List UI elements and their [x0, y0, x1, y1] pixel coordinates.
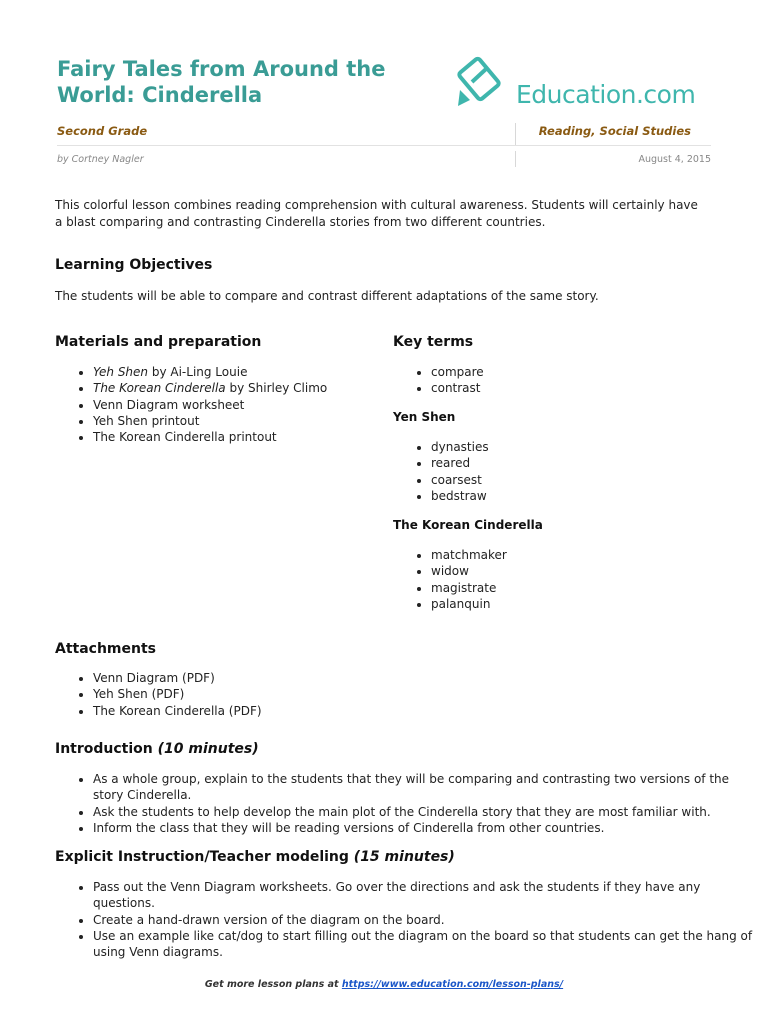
meta-row-grade-subject: [57, 123, 711, 146]
author-label: by Cortney Nagler: [57, 154, 144, 165]
grade-label: Second Grade: [57, 124, 148, 138]
key-terms-list: [393, 364, 731, 397]
page-title: Fairy Tales from Around the World: Cinderella: [57, 57, 386, 107]
objectives-text: The students will be able to compare and contrast different adaptations of the same story.: [55, 289, 599, 303]
introduction-list: [55, 771, 753, 836]
list-item: • dynasties: [431, 439, 731, 455]
objectives-heading: Learning Objectives: [55, 257, 213, 273]
meta-row-author-date: [57, 153, 711, 169]
list-item: • Inform the class that they will be reading versions of Cinderella from other countries.: [93, 820, 753, 836]
list-item: • contrast: [431, 380, 731, 396]
list-item: • Yeh Shen printout: [93, 413, 413, 429]
list-item: • Use an example like cat/dog to start filling out the diagram on the board so that students can get the hang of using Venn diagrams.: [93, 928, 753, 961]
yen-shen-heading: Yen Shen: [393, 410, 456, 424]
intro-paragraph: This colorful lesson combines reading comprehension with cultural awareness. Students will certainly have a blast comparing and contrasting Cinderella stories from two different countries.: [55, 198, 698, 229]
attachments-heading: Attachments: [55, 641, 157, 657]
explicit-instruction-list: [55, 879, 753, 960]
attachment-link[interactable]: • Yeh Shen (PDF): [93, 686, 493, 702]
list-item: • Ask the students to help develop the main plot of the Cinderella story that they are most familiar with.: [93, 804, 753, 820]
pencil-logo-icon: [456, 56, 514, 110]
lesson-plans-link[interactable]: https://www.education.com/lesson-plans/: [341, 979, 564, 990]
meta-divider: [515, 151, 516, 167]
list-item: • Pass out the Venn Diagram worksheets. Go over the directions and ask the students if they have any questions.: [93, 879, 753, 912]
list-item: • Create a hand-drawn version of the diagram on the board.: [93, 912, 753, 928]
list-item: • The Korean Cinderella by Shirley Climo: [93, 380, 413, 396]
list-item: • matchmaker: [431, 547, 731, 563]
list-item: • Yeh Shen by Ai-Ling Louie: [93, 364, 413, 380]
materials-list: [55, 364, 413, 445]
key-terms-heading: Key terms: [393, 334, 474, 350]
list-item: • compare: [431, 364, 731, 380]
introduction-heading: Introduction (10 minutes): [55, 741, 259, 757]
list-item: • Venn Diagram worksheet: [93, 397, 413, 413]
footer: [0, 979, 768, 990]
attachments-list: [55, 670, 493, 719]
materials-heading: Materials and preparation: [55, 334, 262, 350]
yen-shen-list: [393, 439, 731, 504]
korean-cinderella-heading: The Korean Cinderella: [393, 518, 543, 532]
subject-label: Reading, Social Studies: [538, 124, 691, 138]
education-logo[interactable]: [456, 56, 716, 112]
list-item: • As a whole group, explain to the students that they will be comparing and contrasting two versions of the story Cinderella.: [93, 771, 753, 804]
list-item: • palanquin: [431, 596, 731, 612]
list-item: • reared: [431, 455, 731, 471]
list-item: • magistrate: [431, 580, 731, 596]
footer-text: Get more lesson plans at: [204, 979, 342, 990]
attachment-link[interactable]: • Venn Diagram (PDF): [93, 670, 493, 686]
korean-cinderella-list: [393, 547, 731, 612]
list-item: • coarsest: [431, 472, 731, 488]
meta-divider: [515, 123, 516, 145]
date-label: August 4, 2015: [638, 154, 711, 165]
explicit-instruction-heading: Explicit Instruction/Teacher modeling (15 minutes): [55, 849, 455, 865]
attachment-link[interactable]: • The Korean Cinderella (PDF): [93, 703, 493, 719]
logo-text: Education.com: [516, 80, 696, 109]
list-item: • The Korean Cinderella printout: [93, 429, 413, 445]
list-item: • widow: [431, 563, 731, 579]
list-item: • bedstraw: [431, 488, 731, 504]
